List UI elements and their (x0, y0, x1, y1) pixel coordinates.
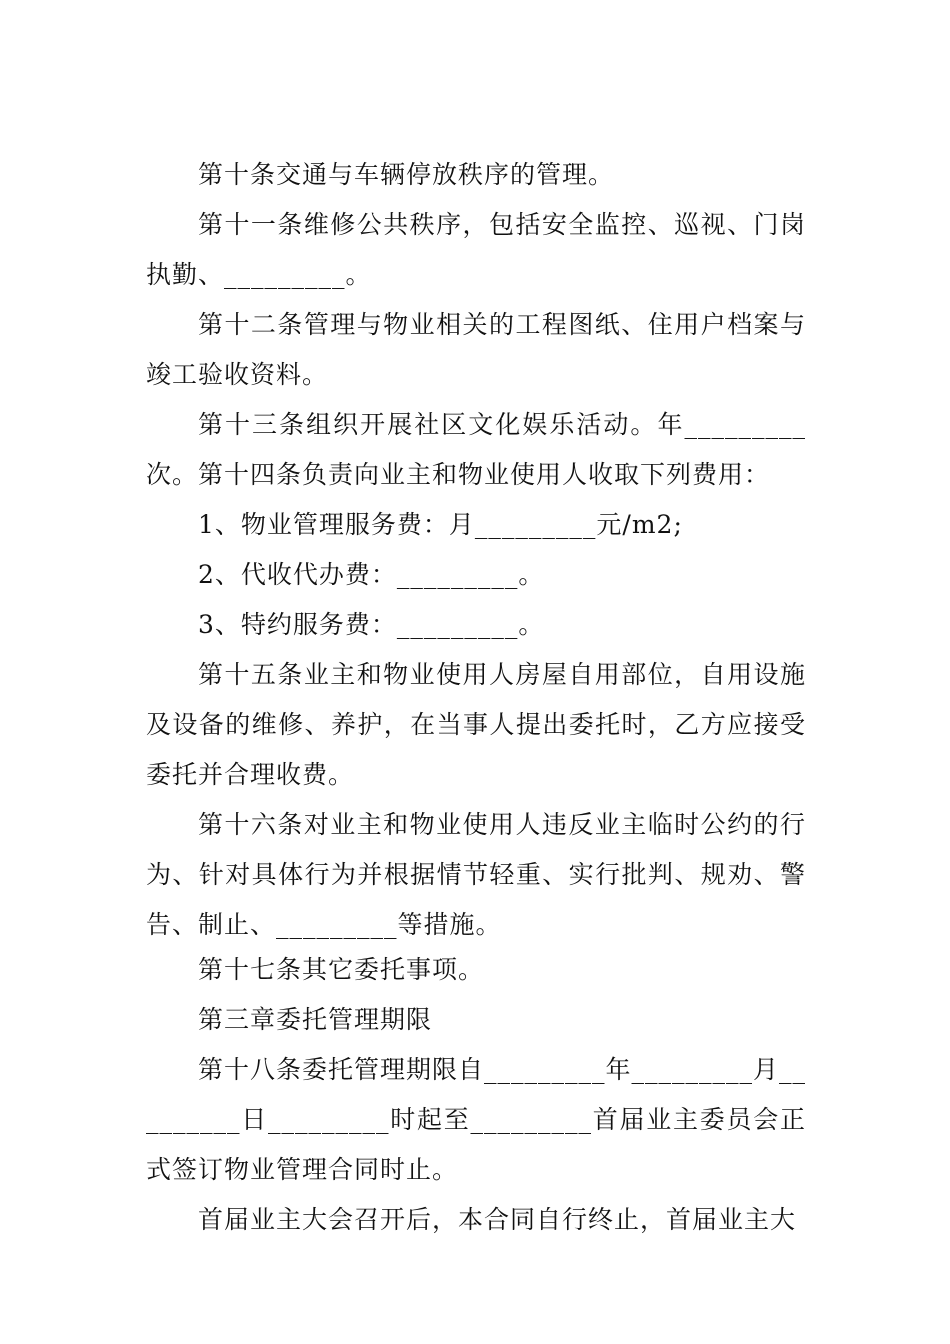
fee-item-special-service: 3、特约服务费：_________。 (198, 610, 545, 639)
chapter-heading-3: 第三章委托管理期限 (198, 1005, 433, 1034)
paragraph-article-14: 第十四条负责向业主和物业使用人收取下列费用： (198, 460, 771, 489)
paragraph-article-16: 第十六条对业主和物业使用人违反业主临时公约的行为、针对具体行为并根据情节轻重、实行批判、规劝、警告、制止、_________等措施。 (146, 810, 806, 939)
paragraph-article-18: 第十八条委托管理期限自_________年_________月_________日_________时起至_________首届业主委员会正式签订物业管理合同时止。 (146, 1055, 807, 1184)
fee-item-collection: 2、代收代办费：_________。 (198, 560, 545, 589)
paragraph-article-11: 第十一条维修公共秩序，包括安全监控、巡视、门岗执勤、_________。 (146, 210, 806, 289)
paragraph-termination: 首届业主大会召开后，本合同自行终止，首届业主大 (198, 1205, 797, 1234)
paragraph-article-12: 第十二条管理与物业相关的工程图纸、住用户档案与竣工验收资料。 (146, 310, 806, 389)
paragraph-article-17: 第十七条其它委托事项。 (198, 955, 485, 984)
paragraph-article-10: 第十条交通与车辆停放秩序的管理。 (198, 160, 615, 189)
paragraph-article-15: 第十五条业主和物业使用人房屋自用部位，自用设施及设备的维修、养护，在当事人提出委托时，乙方应接受委托并合理收费。 (146, 660, 806, 789)
paragraph-article-13: 第十三条组织开展社区文化娱乐活动。年_________次。 (146, 410, 806, 489)
fee-item-management: 1、物业管理服务费：月_________元/m2; (198, 510, 683, 539)
